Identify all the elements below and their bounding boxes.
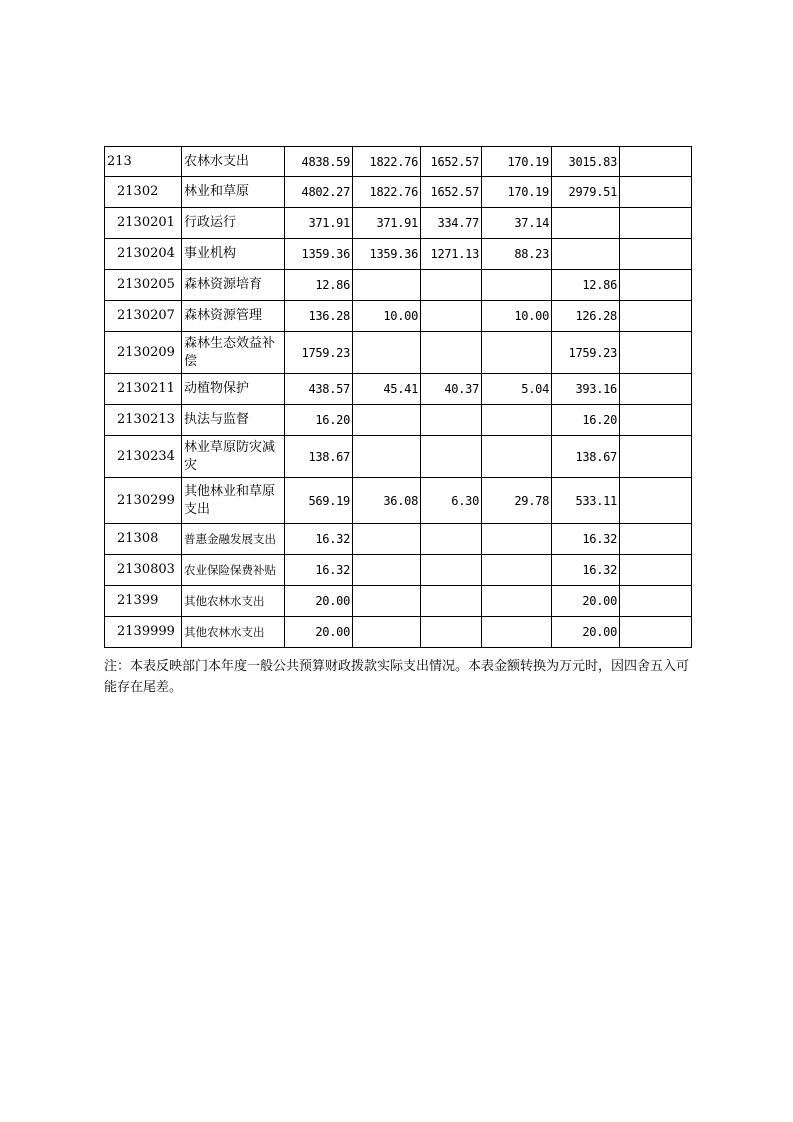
cell-amount: 36.08 — [353, 478, 421, 524]
cell-amount — [353, 555, 421, 586]
cell-amount — [482, 436, 552, 478]
cell-amount: 16.20 — [552, 405, 620, 436]
cell-code: 21399 — [105, 586, 182, 617]
cell-amount — [353, 436, 421, 478]
cell-amount — [353, 332, 421, 374]
cell-amount: 16.32 — [552, 555, 620, 586]
cell-code: 2130234 — [105, 436, 182, 478]
cell-amount — [353, 524, 421, 555]
cell-amount: 3015.83 — [552, 147, 620, 177]
cell-amount — [620, 301, 692, 332]
cell-code: 21308 — [105, 524, 182, 555]
cell-amount: 1759.23 — [285, 332, 353, 374]
cell-amount: 20.00 — [552, 586, 620, 617]
cell-amount: 371.91 — [285, 208, 353, 239]
cell-code: 2130803 — [105, 555, 182, 586]
cell-name: 森林生态效益补偿 — [182, 332, 285, 374]
cell-amount: 12.86 — [285, 270, 353, 301]
table-row — [105, 617, 692, 648]
cell-name: 动植物保护 — [182, 374, 285, 405]
cell-amount — [620, 177, 692, 208]
cell-amount: 1652.57 — [421, 147, 482, 177]
cell-code: 2139999 — [105, 617, 182, 648]
budget-table — [104, 146, 692, 648]
table-row — [105, 374, 692, 405]
cell-amount: 533.11 — [552, 478, 620, 524]
cell-amount — [421, 301, 482, 332]
cell-amount: 4802.27 — [285, 177, 353, 208]
cell-amount — [421, 586, 482, 617]
cell-amount — [482, 405, 552, 436]
cell-code: 2130209 — [105, 332, 182, 374]
cell-name: 行政运行 — [182, 208, 285, 239]
cell-amount: 16.32 — [285, 555, 353, 586]
table-row — [105, 436, 692, 478]
cell-amount: 37.14 — [482, 208, 552, 239]
cell-amount: 569.19 — [285, 478, 353, 524]
cell-amount: 10.00 — [482, 301, 552, 332]
cell-amount: 6.30 — [421, 478, 482, 524]
cell-amount — [620, 239, 692, 270]
cell-code: 2130205 — [105, 270, 182, 301]
table-row — [105, 177, 692, 208]
cell-code: 2130211 — [105, 374, 182, 405]
cell-amount: 438.57 — [285, 374, 353, 405]
cell-amount: 138.67 — [285, 436, 353, 478]
cell-amount: 12.86 — [552, 270, 620, 301]
cell-amount: 10.00 — [353, 301, 421, 332]
cell-amount: 45.41 — [353, 374, 421, 405]
cell-amount — [482, 555, 552, 586]
cell-amount: 2979.51 — [552, 177, 620, 208]
cell-code: 2130299 — [105, 478, 182, 524]
cell-name: 农林水支出 — [182, 147, 285, 177]
table-row — [105, 478, 692, 524]
cell-code: 2130201 — [105, 208, 182, 239]
cell-amount — [620, 478, 692, 524]
table-footnote: 注：本表反映部门本年度一般公共预算财政拨款实际支出情况。本表金额转换为万元时，因四舍五入可能存在尾差。 — [104, 659, 690, 695]
table-row — [105, 270, 692, 301]
cell-amount: 1271.13 — [421, 239, 482, 270]
cell-amount: 1359.36 — [285, 239, 353, 270]
cell-amount — [353, 270, 421, 301]
cell-amount: 126.28 — [552, 301, 620, 332]
cell-code: 2130213 — [105, 405, 182, 436]
cell-name: 执法与监督 — [182, 405, 285, 436]
cell-amount — [620, 405, 692, 436]
cell-amount — [421, 555, 482, 586]
cell-amount: 136.28 — [285, 301, 353, 332]
cell-amount — [353, 405, 421, 436]
cell-amount: 138.67 — [552, 436, 620, 478]
cell-name: 森林资源培育 — [182, 270, 285, 301]
cell-amount — [620, 208, 692, 239]
cell-amount: 4838.59 — [285, 147, 353, 177]
cell-amount: 393.16 — [552, 374, 620, 405]
cell-amount — [482, 586, 552, 617]
cell-name: 农业保险保费补贴 — [182, 555, 285, 586]
cell-amount — [421, 270, 482, 301]
cell-amount — [620, 436, 692, 478]
cell-amount: 29.78 — [482, 478, 552, 524]
cell-amount: 20.00 — [285, 586, 353, 617]
cell-amount: 16.32 — [552, 524, 620, 555]
cell-amount — [421, 524, 482, 555]
cell-amount: 16.32 — [285, 524, 353, 555]
cell-amount — [552, 208, 620, 239]
cell-amount: 5.04 — [482, 374, 552, 405]
table-row — [105, 405, 692, 436]
cell-amount: 170.19 — [482, 147, 552, 177]
cell-name: 普惠金融发展支出 — [182, 524, 285, 555]
cell-amount: 371.91 — [353, 208, 421, 239]
table-row — [105, 208, 692, 239]
cell-amount — [482, 270, 552, 301]
cell-amount: 1822.76 — [353, 147, 421, 177]
table-row — [105, 524, 692, 555]
table-row — [105, 147, 692, 177]
cell-amount — [620, 332, 692, 374]
cell-name: 其他农林水支出 — [182, 586, 285, 617]
cell-amount — [620, 617, 692, 648]
cell-name: 其他林业和草原支出 — [182, 478, 285, 524]
cell-amount — [421, 617, 482, 648]
cell-amount: 170.19 — [482, 177, 552, 208]
cell-amount — [421, 332, 482, 374]
cell-name: 事业机构 — [182, 239, 285, 270]
cell-amount — [552, 239, 620, 270]
table-row — [105, 555, 692, 586]
cell-amount: 334.77 — [421, 208, 482, 239]
cell-amount — [353, 617, 421, 648]
cell-amount — [421, 436, 482, 478]
cell-amount: 1759.23 — [552, 332, 620, 374]
table-row — [105, 301, 692, 332]
cell-amount: 1822.76 — [353, 177, 421, 208]
table-row — [105, 239, 692, 270]
cell-amount: 20.00 — [552, 617, 620, 648]
cell-amount: 1652.57 — [421, 177, 482, 208]
cell-code: 2130207 — [105, 301, 182, 332]
cell-amount: 88.23 — [482, 239, 552, 270]
cell-name: 森林资源管理 — [182, 301, 285, 332]
cell-amount — [620, 586, 692, 617]
cell-amount — [620, 555, 692, 586]
cell-name: 林业草原防灾减灾 — [182, 436, 285, 478]
cell-amount: 40.37 — [421, 374, 482, 405]
cell-code: 21302 — [105, 177, 182, 208]
cell-code: 2130204 — [105, 239, 182, 270]
cell-amount — [482, 524, 552, 555]
cell-amount — [421, 405, 482, 436]
cell-amount: 1359.36 — [353, 239, 421, 270]
cell-amount — [482, 617, 552, 648]
cell-amount — [620, 374, 692, 405]
table-body — [105, 147, 692, 648]
cell-amount — [620, 270, 692, 301]
cell-amount: 16.20 — [285, 405, 353, 436]
cell-amount — [353, 586, 421, 617]
cell-name: 林业和草原 — [182, 177, 285, 208]
cell-code: 213 — [105, 147, 182, 177]
cell-amount — [620, 524, 692, 555]
cell-amount: 20.00 — [285, 617, 353, 648]
table-row — [105, 586, 692, 617]
cell-amount — [620, 147, 692, 177]
cell-amount — [482, 332, 552, 374]
table-row — [105, 332, 692, 374]
cell-name: 其他农林水支出 — [182, 617, 285, 648]
